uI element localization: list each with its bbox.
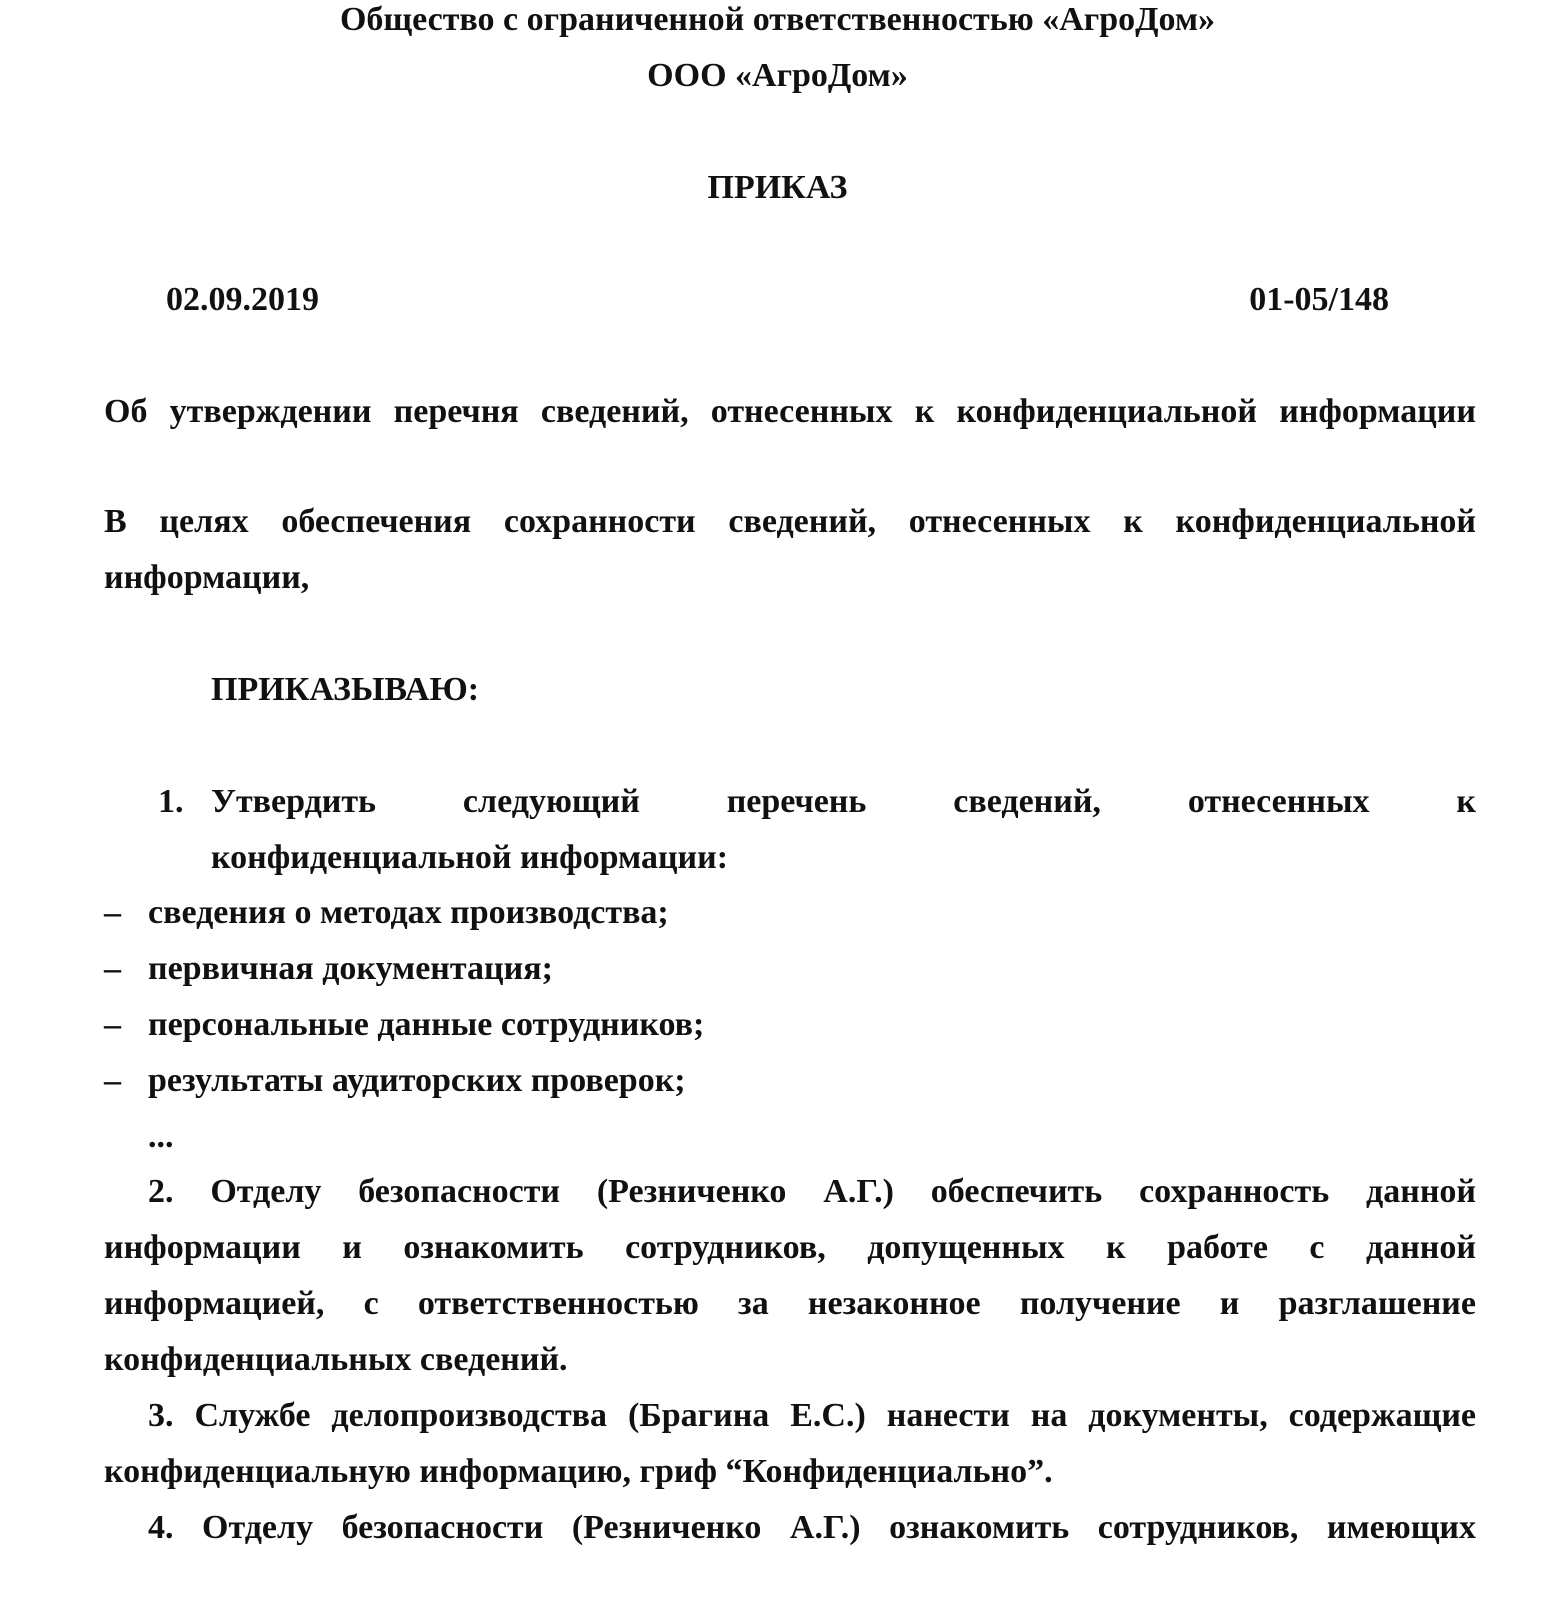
preamble-line-2: информации, [104, 559, 310, 596]
document-number: 01-05/148 [1249, 281, 1389, 318]
organization-short-name: ООО «АгроДом» [647, 57, 908, 94]
document-date: 02.09.2019 [166, 281, 319, 318]
item-1-line-1: Утвердить следующий перечень сведений, отнесенных к [211, 783, 1476, 820]
list-ellipsis: ... [148, 1118, 174, 1155]
item-3-line-1: 3. Службе делопроизводства (Брагина Е.С.) нанести на документы, содержащие [148, 1397, 1476, 1434]
dash-marker: – [104, 950, 121, 987]
list-item: – первичная документация; [104, 950, 553, 987]
item-3-line-2: конфиденциальную информацию, гриф “Конфиденциально”. [104, 1453, 1053, 1490]
organization-full-name: Общество с ограниченной ответственностью «АгроДом» [339, 1, 1216, 38]
item-2-line-4: конфиденциальных сведений. [104, 1341, 568, 1378]
item-1-number: 1. [158, 783, 184, 820]
document-subject: Об утверждении перечня сведений, отнесенных к конфиденциальной информации [104, 393, 1476, 430]
document-type: ПРИКАЗ [707, 169, 848, 206]
dash-marker: – [104, 1062, 121, 1099]
list-item: – сведения о методах производства; [104, 894, 669, 931]
list-item: – результаты аудиторских проверок; [104, 1062, 686, 1099]
dash-marker: – [104, 1006, 121, 1043]
item-2-line-1: 2. Отделу безопасности (Резниченко А.Г.) обеспечить сохранность данной [148, 1173, 1476, 1210]
preamble-line-1: В целях обеспечения сохранности сведений, отнесенных к конфиденциальной [104, 503, 1476, 540]
dash-marker: – [104, 894, 121, 931]
item-2-line-3: информацией, с ответственностью за незаконное получение и разглашение [104, 1285, 1476, 1322]
item-4-line-1: 4. Отделу безопасности (Резниченко А.Г.) ознакомить сотрудников, имеющих [148, 1509, 1476, 1546]
item-2-line-2: информации и ознакомить сотрудников, допущенных к работе с данной [104, 1229, 1476, 1266]
list-item: – персональные данные сотрудников; [104, 1006, 705, 1043]
order-word: ПРИКАЗЫВАЮ: [211, 671, 480, 708]
item-1-line-2: конфиденциальной информации: [211, 839, 729, 876]
